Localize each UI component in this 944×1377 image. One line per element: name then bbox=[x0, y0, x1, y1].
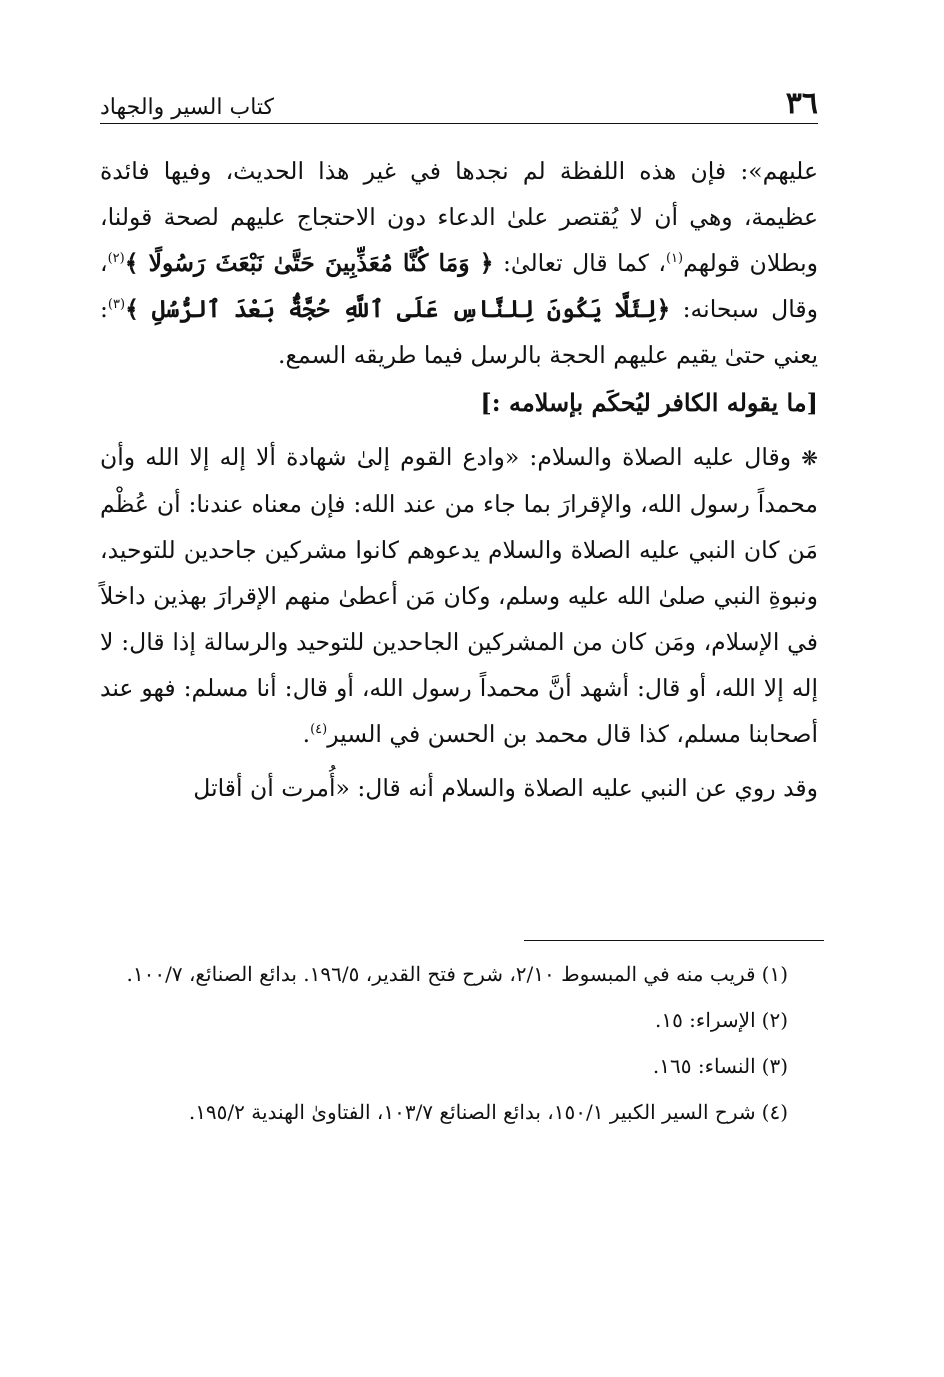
footnote-text: النساء: ١٦٥. bbox=[652, 1054, 756, 1078]
footnote-text: قريب منه في المبسوط ٢/١٠، شرح فتح القدير، ١٩٦/٥. بدائع الصنائع، ١٠٠/٧. bbox=[126, 962, 756, 986]
footnote-2 bbox=[100, 1002, 818, 1038]
footnote-number: (٢) bbox=[761, 1008, 788, 1032]
section-heading: [ما يقوله الكافر ليُحكَم بإسلامه :] bbox=[480, 388, 818, 417]
footnote-number: (٤) bbox=[761, 1100, 788, 1124]
paragraph-text: ، كما قال تعالىٰ: bbox=[493, 249, 666, 277]
paragraph-text: . bbox=[302, 720, 311, 748]
paragraph-text: ، وقال سبحانه: bbox=[100, 249, 818, 323]
main-text bbox=[100, 148, 818, 811]
footnote-number: (٣) bbox=[761, 1054, 788, 1078]
paragraph-text: وقال عليه الصلاة والسلام: «وادع القوم إلىٰ شهادة ألا إله إلا الله وأن محمداً رسول الله، والإقرارَ بما جاء من عند الله: فإن معناه عندنا: أن عُظْم مَن كان النبي عليه الصلاة والسلام يدعوهم كانوا مشركين جاحدين للتوحيد، ونبوةِ النبي صلىٰ الله عليه وسلم، وكان مَن أعطىٰ منهم الإقرارَ بهذين داخلاً في الإسلام، ومَن كان من المشركين الجاحدين للتوحيد والرسالة إذا قال: لا إله إلا الله، أو قال: أشهد أنَّ محمداً رسول الله، أو قال: أنا مسلم: فهو عند أصحابنا مسلم، كذا قال محمد بن الحسن في السير bbox=[100, 443, 818, 748]
footnotes bbox=[100, 956, 818, 1140]
footnote-text: شرح السير الكبير ١٥٠/١، بدائع الصنائع ١٠٣/٧، الفتاوىٰ الهندية ١٩٥/٢. bbox=[188, 1100, 756, 1124]
page-header bbox=[100, 80, 818, 124]
paragraph-1 bbox=[100, 148, 818, 378]
footnote-4 bbox=[100, 1094, 818, 1130]
paragraph-3: وقد روي عن النبي عليه الصلاة والسلام أنه قال: «أُمرت أن أقاتل bbox=[193, 774, 818, 802]
page-number: ٣٦ bbox=[785, 86, 818, 121]
paragraph-2 bbox=[100, 434, 818, 757]
footnote-1 bbox=[100, 956, 818, 992]
footnote-ref-4[interactable]: (٤) bbox=[310, 722, 328, 738]
star-icon: ❋ bbox=[801, 446, 818, 470]
running-title: كتاب السير والجهاد bbox=[100, 95, 275, 120]
quran-verse: ﴿ وَمَا كُنَّا مُعَذِّبِينَ حَتَّىٰ نَبْعَثَ رَسُولًا ﴾ bbox=[124, 249, 494, 277]
footnote-divider bbox=[524, 940, 824, 941]
footnote-ref-2[interactable]: (٢) bbox=[107, 251, 125, 267]
footnote-ref-3[interactable]: (٣) bbox=[107, 297, 126, 313]
footnote-ref-1[interactable]: (١) bbox=[665, 251, 684, 267]
paragraph-text: عليهم»: فإن هذه اللفظة لم نجدها في غير هذا الحديث، وفيها فائدة عظيمة، وهي أن لا يُقتصر علىٰ الدعاء دون الاحتجاج عليهم لصحة قولنا، وبطلان قولهم bbox=[100, 157, 819, 277]
footnote-3 bbox=[100, 1048, 818, 1084]
footnote-text: الإسراء: ١٥. bbox=[654, 1008, 756, 1032]
paragraph-text: : يعني حتىٰ يقيم عليهم الحجة بالرسل فيما طريقه السمع. bbox=[100, 295, 818, 369]
quran-verse: ﴿لِئَلَّا يَكُونَ لِلنَّاسِ عَلَى ٱللَّهِ حُجَّةٌۢ بَعْدَ ٱلرُّسُلِ ﴾ bbox=[125, 295, 671, 323]
footnote-number: (١) bbox=[761, 962, 788, 986]
